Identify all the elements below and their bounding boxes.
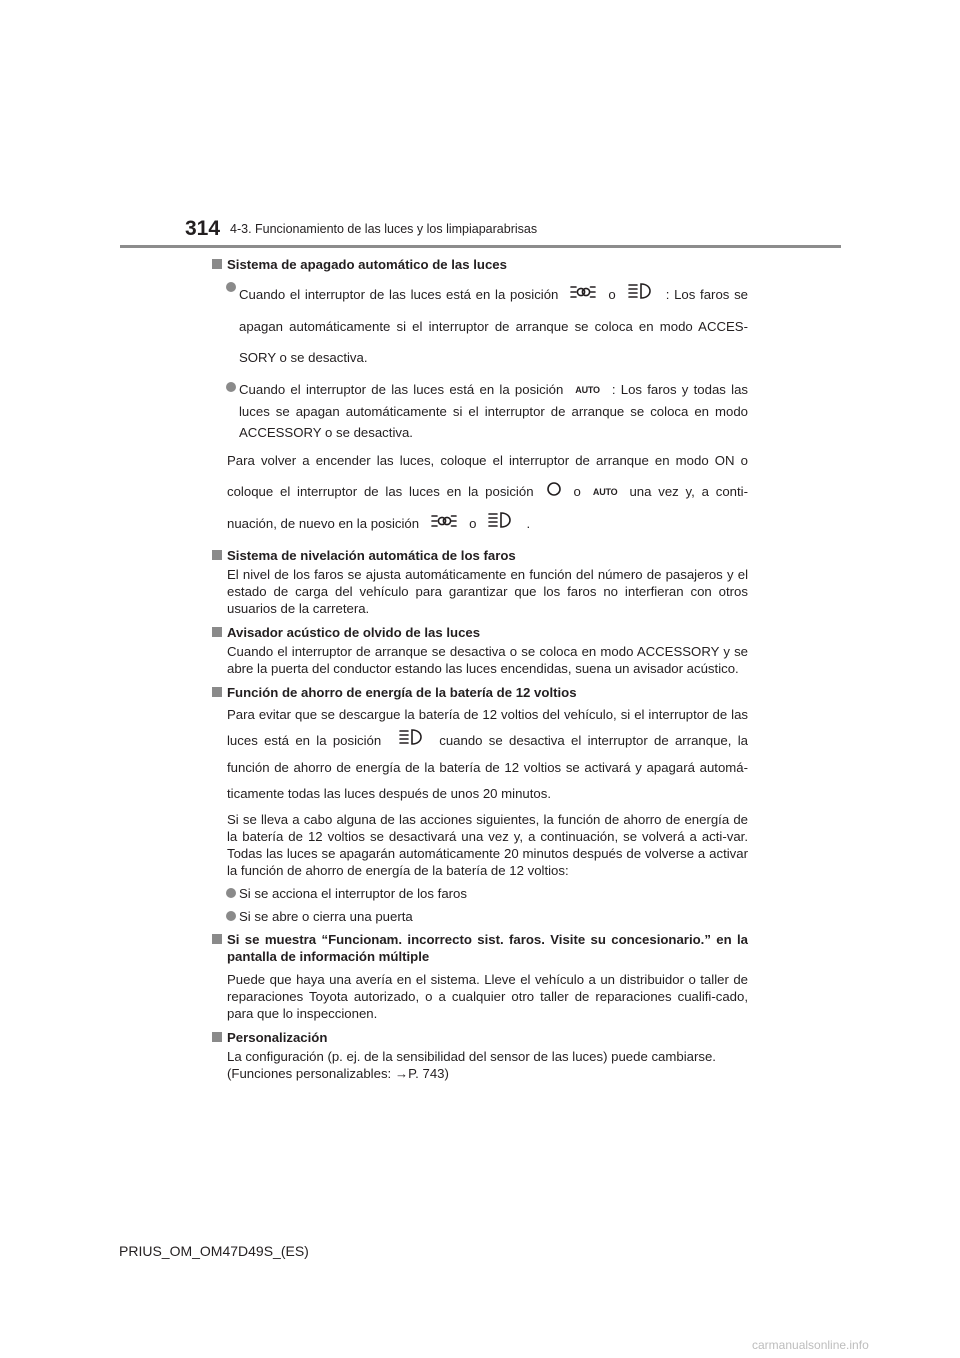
section-title-customization: Personalización [212,1029,748,1046]
section-title-auto-leveling: Sistema de nivelación automática de los faros [212,547,748,564]
paragraph: Si se lleva a cabo alguna de las acciones siguientes, la función de ahorro de energía de la batería de 12 voltios se desactivará una vez y, a continuación, se volverá a acti-var. Todas las luces se apagarán automáticamente 20 minutos después de volverse a activar la función de ahorro de energía de la batería de 12 voltios: [227,812,748,879]
tail-lamps-icon [431,509,457,540]
paragraph: El nivel de los faros se ajusta automáticamente en función del número de pasajeros y el estado de carga del vehículo para garantizar que los faros no interfieran con otros usuarios de la carretera. [227,567,748,617]
page-body [212,256,748,1082]
header-rule [120,245,841,248]
paragraph: La configuración (p. ej. de la sensibilidad del sensor de las luces) puede cambiarse. (Funciones personalizables: →P. 743) [227,1049,716,1082]
off-icon [546,477,562,508]
watermark: carmanualsonline.info [752,1338,869,1352]
paragraph: Puede que haya una avería en el sistema. Lleve el vehículo a un distribuidor o taller de reparaciones Toyota autorizado, o a cualquier otro taller de reparaciones cualifi-cado, para que lo inspeccionen. [227,972,748,1022]
auto-icon: AUTO [575,385,600,396]
page-number: 314 [185,217,221,240]
section-title-auto-off: Sistema de apagado automático de las luces [212,256,748,273]
section-title-malfunction-message: Si se muestra “Funcionam. incorrecto sist. faros. Visite su concesionario.” en la pantalla de información múltiple [212,931,748,965]
auto-icon: AUTO [592,487,618,498]
paragraph: Cuando el interruptor de arranque se desactiva o se coloca en modo ACCESSORY y se abre la puerta del conductor estando las luces encendidas, suena un avisador acústico. [227,644,748,677]
section-title-reminder-buzzer: Avisador acústico de olvido de las luces [212,624,748,641]
bullet-item: Si se acciona el interruptor de los faros [212,885,748,902]
bullet-item: Cuando el interruptor de las luces está en la posición o : Los faros se apagan automáticamente si el interruptor de arranque se coloca en modo ACCES-SORY o se desactiva. [212,279,748,373]
section-title-battery-saver: Función de ahorro de energía de la batería de 12 voltios [212,684,748,701]
page-reference-link[interactable]: P. 743) [408,1066,449,1082]
chapter-title: 4-3. Funcionamiento de las luces y los limpiaparabrisas [230,222,538,236]
tail-lamps-icon [570,280,596,311]
bullet-item: Si se abre o cierra una puerta [212,908,748,925]
paragraph: Para evitar que se descargue la batería de 12 voltios del vehículo, si el interruptor de las luces está en la posición cuando se desactiva el interruptor de arranque, la función de ahorro de energía de la batería de 12 voltios se activará y apagará automá-ticamente todas las luces después de unos 20 minutos. [227,707,748,802]
bullet-item: Cuando el interruptor de las luces está en la posición AUTO : Los faros y todas las luces se apagan automáticamente si el interruptor de arranque se coloca en modo ACCESSORY o se desactiva. [212,379,748,443]
headlights-icon [399,728,425,755]
paragraph: Para volver a encender las luces, coloque el interruptor de arranque en modo ON o coloque el interruptor de las luces en la posición o AUTO una vez y, a conti-nuación, de nuevo en la posición o . [212,445,748,540]
headlights-icon [488,509,514,540]
arrow-icon: → [394,1066,409,1082]
document-code: PRIUS_OM_OM47D49S_(ES) [119,1243,309,1259]
headlights-icon [628,280,654,311]
